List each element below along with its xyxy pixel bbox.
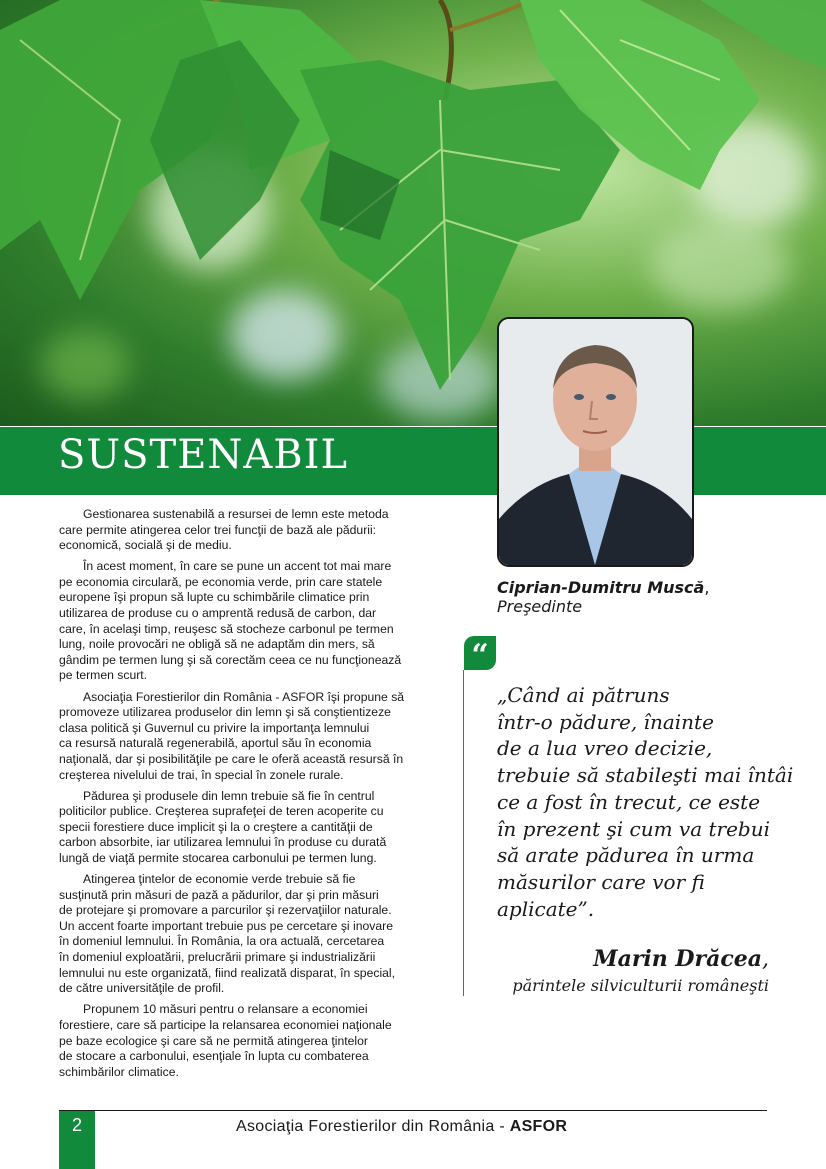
article-paragraph	[59, 872, 407, 997]
article-line: Gestionarea sustenabilă a resursei de lemn este metoda	[83, 507, 389, 521]
quote-author	[593, 946, 769, 972]
page-number: 2	[71, 1115, 82, 1135]
article-line: carbon absorbite, iar utilizarea lemnului în produse cu durată	[59, 835, 387, 850]
article-line: lungă de viaţă permite stocarea carbonului pe termen lung.	[59, 850, 377, 865]
article-line: pe economia circulară, pe economia verde, prin care statele	[59, 574, 383, 589]
article-line: europene îşi propun să lupte cu schimbările climatice prin	[59, 590, 370, 605]
article-paragraph	[59, 559, 407, 684]
article-line: susţinută prin măsuri de pază a pădurilor, dar şi prin măsuri	[59, 887, 379, 902]
quote-mark-icon: “	[464, 636, 496, 670]
article-line: de protejare şi promovare a parcurilor şi rezervaţiilor naturale.	[59, 903, 392, 918]
article-paragraph	[59, 690, 407, 784]
article-line: schimbărilor climatice.	[59, 1064, 179, 1079]
quote-line: trebuie să stabileşti mai întâi	[497, 763, 794, 788]
person-name: Ciprian-Dumitru Muscă	[497, 578, 705, 597]
person-caption: Ciprian-Dumitru Muscă, Preşedinte	[497, 578, 797, 616]
article-line: în domeniul exploatării, prelucrării primare şi industrializării	[59, 950, 376, 965]
article-line: care, în acelaşi timp, reuşesc să stocheze carbonul pe termen	[59, 621, 394, 636]
quote-text	[497, 682, 797, 922]
article-line: creşterea nivelului de trai, în special în zonele rurale.	[59, 767, 344, 782]
hero-leaves-image	[0, 0, 826, 426]
article-paragraph	[59, 789, 407, 867]
article-line: clasa politică şi Guvernul cu privire la importanţa lemnului	[59, 720, 370, 735]
footer-divider	[59, 1110, 767, 1111]
page-title: SUSTENABIL	[58, 432, 349, 478]
quote-line: ce a fost în trecut, ce este	[497, 789, 761, 814]
quote-author-name: Marin Drăcea	[593, 946, 762, 972]
quote-author-punct: ,	[762, 947, 769, 972]
article-line: Atingerea ţintelor de economie verde trebuie să fie	[83, 872, 356, 887]
article-paragraph	[59, 507, 407, 554]
article-line: pe termen scurt.	[59, 668, 148, 683]
article-line: lemnului nu este organizată, fiind realizată disparat, în special,	[59, 965, 396, 980]
quote-line: să arate pădurea în urma	[497, 843, 755, 868]
article-line: de către universităţile de profil.	[59, 981, 225, 996]
quote-line: în prezent şi cum va trebui	[497, 816, 770, 841]
article-line: ca resursă naturală regenerabilă, aportul său în economia	[59, 736, 372, 751]
article-line: de stocare a carbonului, esenţiale în lupta cu combaterea	[59, 1049, 369, 1064]
quote-line: de a lua vreo decizie,	[497, 736, 713, 761]
article-line: politicilor publice. Creşterea suprafeţei de teren acoperite cu	[59, 804, 384, 819]
quote-line: într-o pădure, înainte	[497, 709, 714, 734]
article-line: lung, noile provocări ne obligă să ne adaptăm din mers, să	[59, 637, 375, 652]
person-role: Preşedinte	[497, 597, 583, 616]
article-line: specii forestiere duce implicit şi la o creştere a cantităţii de	[59, 819, 373, 834]
article-line: utilizarea de produse cu o amprentă redusă de carbon, dar	[59, 606, 377, 621]
quote-line: „Când ai pătruns	[497, 683, 670, 707]
footer-org-name: Asociaţia Forestierilor din România	[236, 1118, 495, 1135]
article-line: Un accent foarte important trebuie pus pe cercetare şi inovare	[59, 918, 393, 933]
article-line: economică, socială şi de mediu.	[59, 538, 232, 553]
quote-line: măsurilor care vor fi	[497, 869, 705, 894]
footer-acronym: ASFOR	[509, 1118, 568, 1135]
footer-organization	[236, 1118, 567, 1136]
quote-divider	[463, 670, 464, 996]
article-line: Pădurea şi produsele din lemn trebuie să fie în centrul	[83, 788, 375, 803]
footer-separator: -	[494, 1118, 510, 1135]
quote-author-description: părintele silviculturii româneşti	[512, 976, 769, 995]
quote-line: aplicate”.	[497, 896, 595, 921]
article-line: care permite atingerea celor trei funcţii de bază ale pădurii:	[59, 522, 377, 537]
article-line: gândim pe termen lung şi să corectăm ceea ce nu funcţionează	[59, 652, 402, 667]
article-body	[59, 507, 407, 1086]
article-line: pe baze ecologice şi care să ne permită atingerea ţintelor	[59, 1033, 368, 1048]
article-line: promoveze utilizarea produselor din lemn şi să conştientizeze	[59, 705, 391, 720]
article-line: În acest moment, în care se pune un accent tot mai mare	[83, 559, 392, 574]
article-line: Asociaţia Forestierilor din România - ASFOR îşi propune să	[83, 689, 405, 704]
article-line: naţională, dar şi posibilităţile pe care le oferă această resursă în	[59, 751, 404, 766]
article-paragraph	[59, 1002, 407, 1080]
article-line: Propunem 10 măsuri pentru o relansare a economiei	[83, 1002, 368, 1017]
article-line: forestiere, care să participe la relansarea economiei naţionale	[59, 1017, 392, 1032]
article-line: în domeniul lemnului. În România, la ora actuală, cercetarea	[59, 934, 385, 949]
portrait-photo	[497, 317, 694, 567]
